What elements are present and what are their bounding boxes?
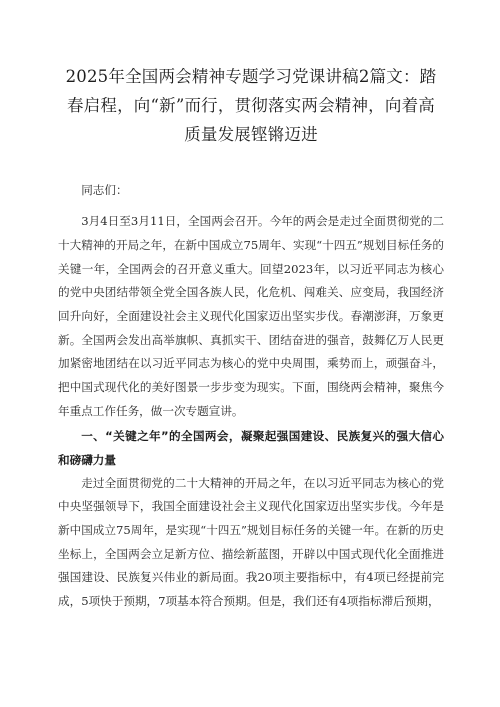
- section-heading-1: 一、“关键之年”的全国两会，凝聚起强国建设、民族复兴的强大信心和磅礴力量: [58, 428, 444, 467]
- paragraph-opening: 3月4日至3月11日，全国两会召开。今年的两会是走过全面贯彻党的二十大精神的开局之年，在新中国成立75周年、实现“十四五”规划目标任务的关键一年，全国两会的召开意义重大。回望2023年，以习近平同志为核心的党中央团结带领全党全国各族人民，化危机、闯难关、应变局，我国经济回升向好，全面建设社会主义现代化国家迈出坚实步伐。春潮澎湃，万象更新。全国两会发出高举旗帜、真抓实干、团结奋进的强音，鼓舞亿万人民更加紧密地团结在以习近平同志为核心的党中央周围，乘势而上，顽强奋斗，把中国式现代化的美好图景一步步变为现实。下面，围绕两会精神，聚焦今年重点工作任务，做一次专题宣讲。: [58, 214, 445, 418]
- document-title: 2025年全国两会精神专题学习党课讲稿2篇文：踏春启程，向“新”而行，贯彻落实两会精神，向着高质量发展铿锵迈进: [65, 67, 437, 144]
- paragraph-section-1: 走过全面贯彻党的二十大精神的开局之年，在以习近平同志为核心的党中央坚强领导下，我国全面建设社会主义现代化国家迈出坚实步伐。今年是新中国成立75周年，是实现“十四五”规划目标任务的关键一年。在新的历史坐标上，全国两会立足新方位、描绘新蓝图，开辟以中国式现代化全面推进强国建设、民族复兴伟业的新局面。我20项主要指标中，有4项已经提前完成，5项快于预期，7项基本符合预期。但是，我们还有4项指标滞后预期，: [58, 475, 445, 609]
- salutation: 同志们：: [81, 183, 128, 197]
